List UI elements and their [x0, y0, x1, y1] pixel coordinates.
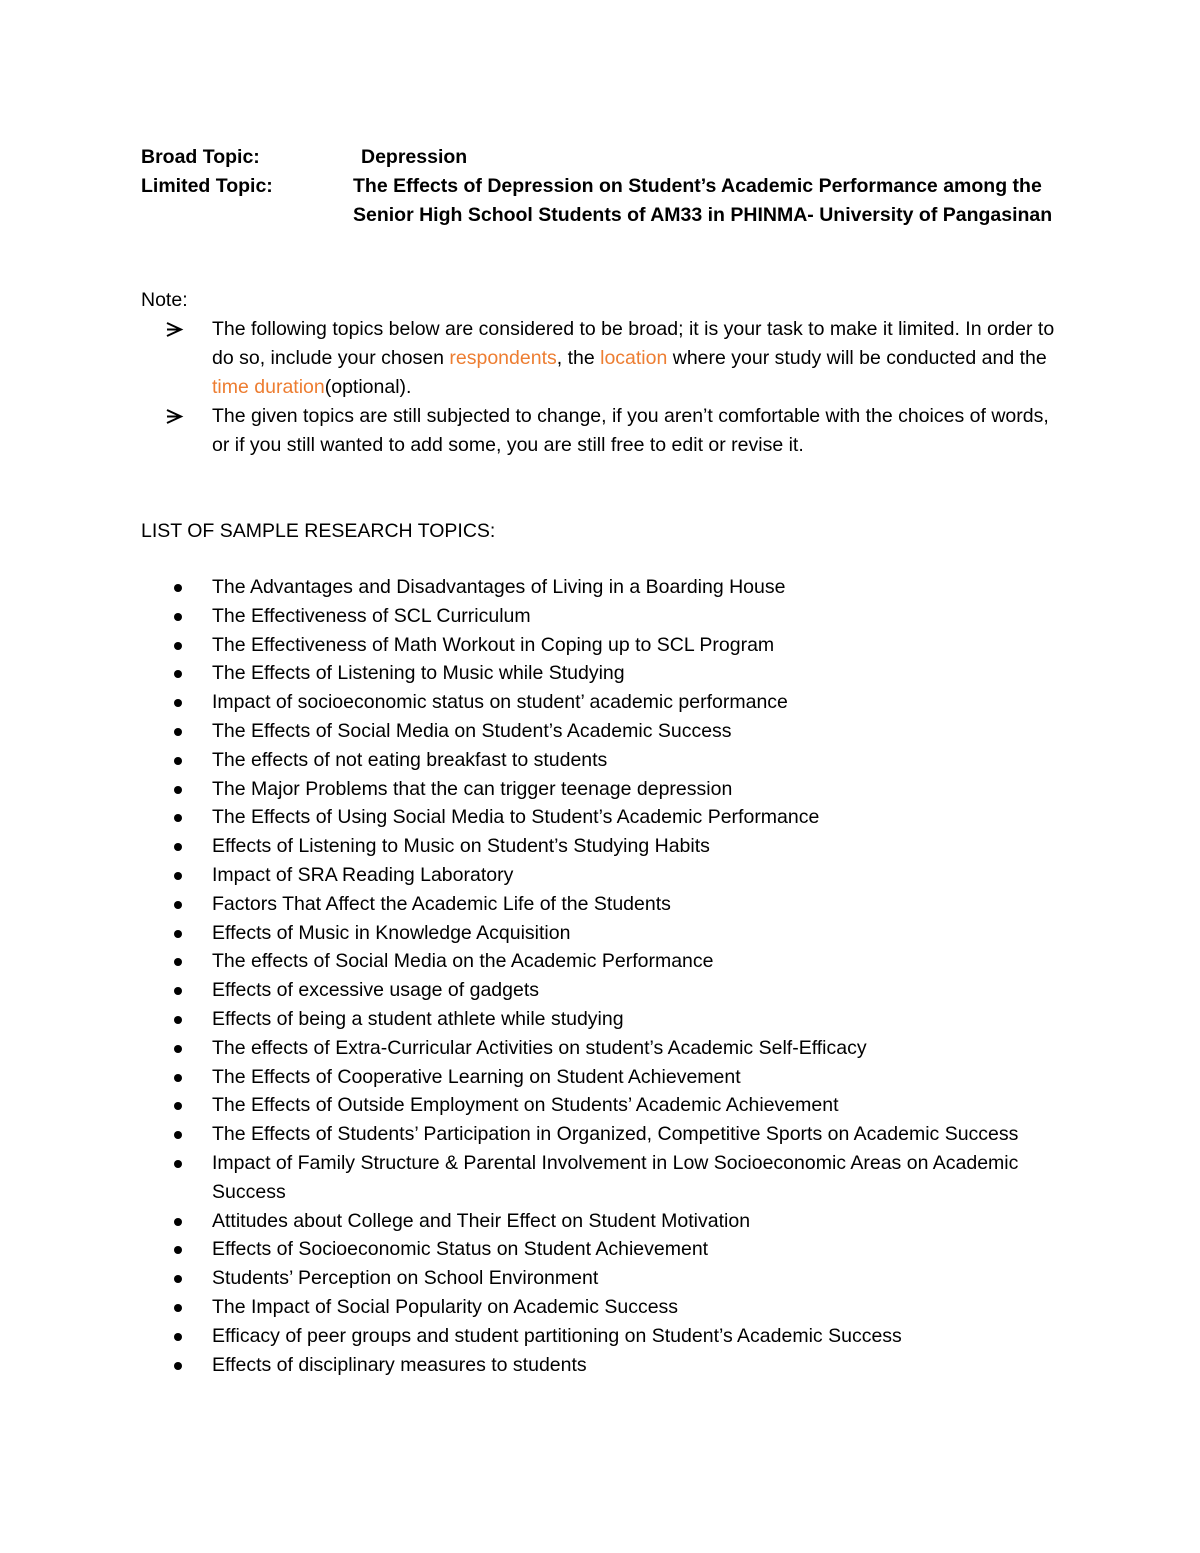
topic-text: Effects of excessive usage of gadgets	[212, 979, 540, 1002]
bullet-dot-icon	[174, 958, 182, 966]
note-list	[141, 315, 1071, 460]
topic-list-item	[141, 631, 1041, 660]
bullet-dot-icon	[174, 901, 182, 909]
bullet-dot-icon	[174, 1333, 182, 1341]
topic-list-item	[141, 1149, 1041, 1207]
topic-list-item	[141, 1034, 1041, 1063]
topic-text: The effects of Extra-Curricular Activities on student’s Academic Self-Efficacy	[212, 1036, 867, 1059]
limited-topic-value: The Effects of Depression on Student’s Academic Performance among the Senior High School Students of AM33 in PHINMA- University of Pangasinan	[353, 175, 1053, 226]
topic-text: The effects of Social Media on the Academic Performance	[212, 950, 714, 973]
topic-text: The Effectiveness of Math Workout in Coping up to SCL Program	[212, 633, 775, 656]
broad-topic-value: Depression	[361, 146, 468, 168]
bullet-dot-icon	[174, 642, 182, 650]
topic-list-item	[141, 890, 1041, 919]
topic-text: The Effects of Using Social Media to Student’s Academic Performance	[212, 806, 820, 829]
topic-text: The Impact of Social Popularity on Academic Success	[212, 1295, 679, 1318]
topic-list-item	[141, 832, 1041, 861]
bullet-dot-icon	[174, 584, 182, 592]
topic-list-item	[141, 1264, 1041, 1293]
topic-list-item	[141, 1091, 1041, 1120]
note-text: The given topics are still subjected to change, if you aren’t comfortable with the choices of words, or if you still wanted to add some, you are still free to edit or revise it.	[212, 405, 1049, 456]
topic-text: The Effects of Listening to Music while Studying	[212, 662, 625, 685]
topic-text: The Advantages and Disadvantages of Living in a Boarding House	[212, 576, 786, 598]
bullet-dot-icon	[174, 987, 182, 995]
respondents-highlight: respondents	[449, 347, 557, 369]
topic-text: The Major Problems that the can trigger teenage depression	[212, 777, 733, 800]
location-highlight: location	[600, 347, 668, 369]
topic-text: Students’ Perception on School Environment	[212, 1267, 599, 1290]
bullet-dot-icon	[174, 699, 182, 707]
topic-list-item	[141, 1293, 1041, 1322]
note-label: Note:	[141, 289, 188, 311]
topic-list-item	[141, 1120, 1041, 1149]
topic-list-item	[141, 1207, 1041, 1236]
bullet-dot-icon	[174, 613, 182, 621]
topic-list-item	[141, 1235, 1041, 1264]
bullet-dot-icon	[174, 872, 182, 880]
topic-text: Impact of SRA Reading Laboratory	[212, 863, 514, 886]
list-heading: LIST OF SAMPLE RESEARCH TOPICS:	[141, 520, 496, 542]
topic-list-item	[141, 947, 1041, 976]
topic-text: Effects of being a student athlete while studying	[212, 1007, 624, 1030]
bullet-dot-icon	[174, 1160, 182, 1168]
topic-list-item	[141, 1322, 1041, 1351]
topic-text: Effects of Socioeconomic Status on Student Achievement	[212, 1238, 709, 1261]
topic-list-item	[141, 775, 1041, 804]
bullet-dot-icon	[174, 1246, 182, 1254]
note-text: where your study will be conducted and the	[667, 347, 1047, 369]
time-duration-highlight: time duration	[212, 376, 325, 398]
note-text: , the	[556, 347, 601, 369]
bullet-dot-icon	[174, 930, 182, 938]
bullet-dot-icon	[174, 1218, 182, 1226]
bullet-dot-icon	[174, 1362, 182, 1370]
topic-text: Efficacy of peer groups and student partitioning on Student’s Academic Success	[212, 1324, 902, 1347]
bullet-dot-icon	[174, 670, 182, 678]
topic-text: The Effectiveness of SCL Curriculum	[212, 604, 531, 627]
bullet-dot-icon	[174, 728, 182, 736]
broad-topic-row	[141, 143, 1061, 172]
topic-text: The Effects of Outside Employment on Students’ Academic Achievement	[212, 1094, 839, 1117]
bullet-dot-icon	[174, 814, 182, 822]
topic-list-item	[141, 861, 1041, 890]
topic-text: Impact of Family Structure & Parental Involvement in Low Socioeconomic Areas on Academic Success	[212, 1151, 1019, 1203]
bullet-dot-icon	[174, 1074, 182, 1082]
note-section	[141, 286, 1071, 460]
topic-list-item	[141, 602, 1041, 631]
topic-text: The Effects of Social Media on Student’s Academic Success	[212, 719, 732, 742]
research-topics-list	[141, 573, 1041, 1379]
bullet-dot-icon	[174, 1275, 182, 1283]
topic-text: Effects of Listening to Music on Student’s Studying Habits	[212, 835, 710, 858]
topic-text: Impact of socioeconomic status on student’ academic performance	[212, 691, 788, 714]
topic-text: The Effects of Cooperative Learning on Student Achievement	[212, 1065, 741, 1088]
limited-topic-label: Limited Topic:	[141, 175, 273, 197]
bullet-dot-icon	[174, 1016, 182, 1024]
topic-text: Effects of Music in Knowledge Acquisition	[212, 921, 571, 944]
topic-text: Effects of disciplinary measures to students	[212, 1353, 587, 1376]
topic-text: The effects of not eating breakfast to students	[212, 748, 608, 771]
topic-text: Attitudes about College and Their Effect on Student Motivation	[212, 1209, 751, 1232]
topic-list-item	[141, 803, 1041, 832]
bullet-dot-icon	[174, 786, 182, 794]
note-text: (optional).	[324, 376, 412, 398]
note-item	[141, 402, 1071, 460]
bullet-dot-icon	[174, 1102, 182, 1110]
arrow-bullet-icon	[165, 402, 185, 431]
topic-text: The Effects of Students’ Participation in Organized, Competitive Sports on Academic Success	[212, 1123, 1019, 1146]
bullet-dot-icon	[174, 757, 182, 765]
limited-topic-row	[141, 172, 1061, 230]
topic-list-item	[141, 573, 1041, 602]
topic-list-item	[141, 1351, 1041, 1380]
topic-list-item	[141, 976, 1041, 1005]
note-item	[141, 315, 1071, 402]
arrow-bullet-icon	[165, 315, 185, 344]
topic-list-item	[141, 1005, 1041, 1034]
topic-list-item	[141, 659, 1041, 688]
bullet-dot-icon	[174, 1045, 182, 1053]
bullet-dot-icon	[174, 1304, 182, 1312]
topic-text: Factors That Affect the Academic Life of the Students	[212, 892, 671, 915]
broad-topic-label: Broad Topic:	[141, 146, 260, 168]
topic-list-item	[141, 1063, 1041, 1092]
topic-header	[141, 143, 1061, 230]
bullet-dot-icon	[174, 1131, 182, 1139]
topic-list-item	[141, 717, 1041, 746]
note-text: The following topics below are considered to be broad; it is your task to make it limited. In order to do so, include your chosen	[212, 318, 1055, 369]
topic-list-item	[141, 688, 1041, 717]
bullet-dot-icon	[174, 843, 182, 851]
topic-list-item	[141, 746, 1041, 775]
topic-list-item	[141, 919, 1041, 948]
